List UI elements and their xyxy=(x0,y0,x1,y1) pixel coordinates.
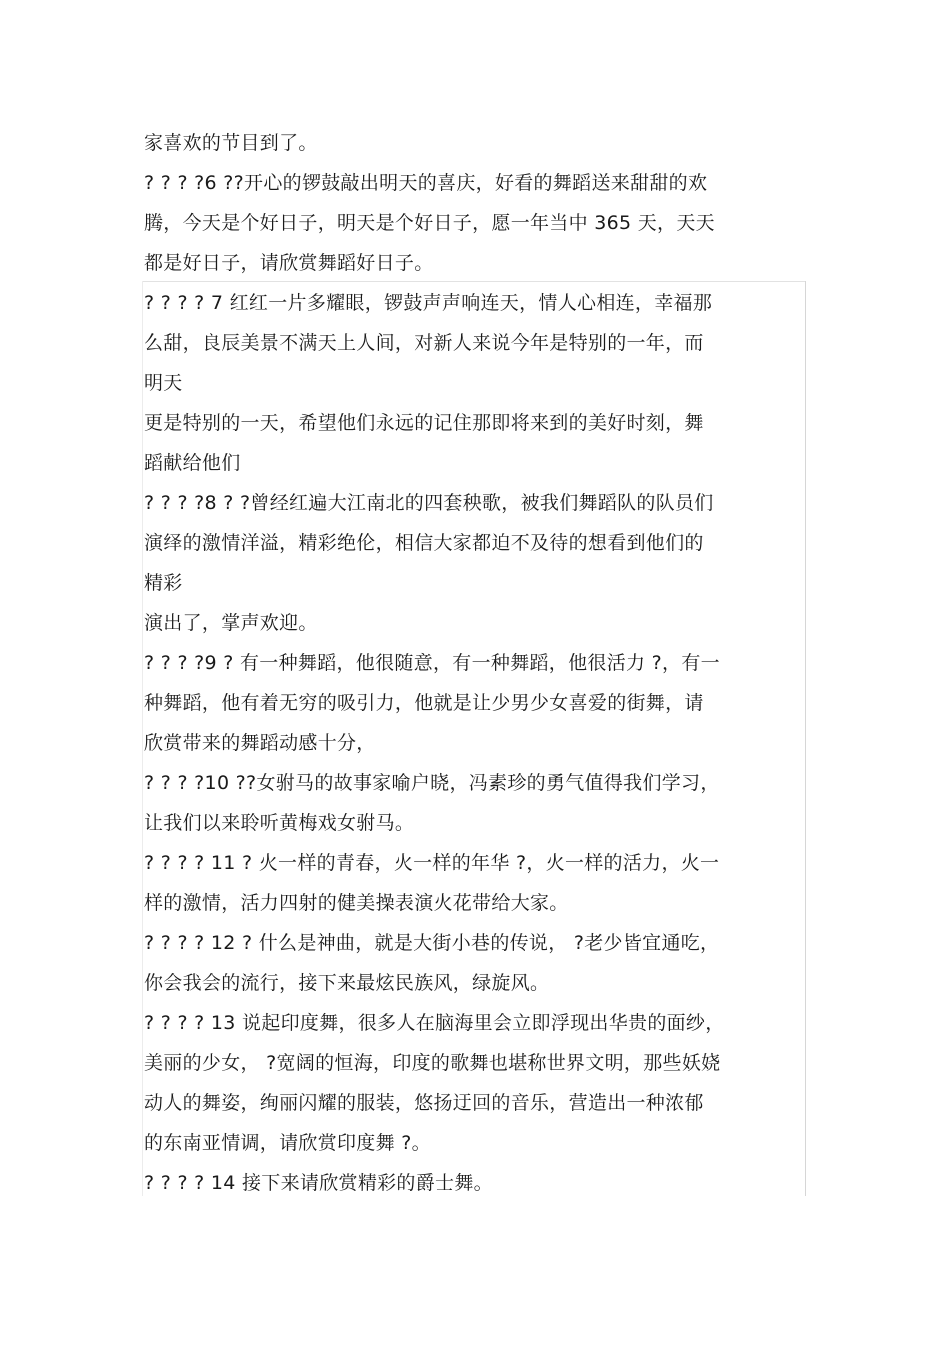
text-line: 都是好日子，请欣赏舞蹈好日子。 xyxy=(144,252,434,274)
frame-top-border xyxy=(143,281,806,282)
text-line: 腾，今天是个好日子，明天是个好日子，愿一年当中 365 天，天天 xyxy=(144,212,715,234)
text-line: ? ? ? ? 14 接下来请欣赏精彩的爵士舞。 xyxy=(144,1172,493,1194)
text-line: ? ? ? ? 11 ? 火一样的青春，火一样的年华 ?，火一样的活力，火一 xyxy=(144,852,720,874)
text-line: 么甜，良辰美景不满天上人间，对新人来说今年是特别的一年，而 xyxy=(144,332,704,354)
text-line: ? ? ? ?10 ??女驸马的故事家喻户晓，冯素珍的勇气值得我们学习， xyxy=(144,772,720,794)
text-line: ? ? ? ?6 ??开心的锣鼓敲出明天的喜庆，好看的舞蹈送来甜甜的欢 xyxy=(144,172,708,194)
text-line: 样的激情，活力四射的健美操表演火花带给大家。 xyxy=(144,892,569,914)
text-line: 你会我会的流行，接下来最炫民族风，绿旋风。 xyxy=(144,972,550,994)
text-line: 的东南亚情调，请欣赏印度舞 ?。 xyxy=(144,1132,431,1154)
frame-left-border xyxy=(142,281,143,1196)
frame-right-border xyxy=(805,281,806,1196)
text-line: ? ? ? ?8 ? ?曾经红遍大江南北的四套秧歌，被我们舞蹈队的队员们 xyxy=(144,492,714,514)
text-line: ? ? ? ? 13 说起印度舞，很多人在脑海里会立即浮现出华贵的面纱， xyxy=(144,1012,725,1034)
text-line: 让我们以来聆听黄梅戏女驸马。 xyxy=(144,812,415,834)
text-line: ? ? ? ? 12 ? 什么是神曲，就是大街小巷的传说， ?老少皆宜通吃， xyxy=(144,932,720,954)
text-line: 家喜欢的节目到了。 xyxy=(144,132,318,154)
text-line: 明天 xyxy=(144,372,183,394)
text-line: 美丽的少女， ?宽阔的恒海，印度的歌舞也堪称世界文明，那些妖娆 xyxy=(144,1052,721,1074)
text-line: 动人的舞姿，绚丽闪耀的服装，悠扬迂回的音乐，营造出一种浓郁 xyxy=(144,1092,704,1114)
text-line: 精彩 xyxy=(144,572,183,594)
text-line: 演绎的激情洋溢，精彩绝伦，相信大家都迫不及待的想看到他们的 xyxy=(144,532,704,554)
text-line: 欣赏带来的舞蹈动感十分， xyxy=(144,732,376,754)
text-line: 更是特别的一天，希望他们永远的记住那即将来到的美好时刻，舞 xyxy=(144,412,704,434)
text-line: ? ? ? ? 7 红红一片多耀眼，锣鼓声声响连天，情人心相连，幸福那 xyxy=(144,292,713,314)
text-line: 演出了，掌声欢迎。 xyxy=(144,612,318,634)
text-line: ? ? ? ?9 ? 有一种舞蹈，他很随意，有一种舞蹈，他很活力 ?，有一 xyxy=(144,652,720,674)
text-line: 蹈献给他们 xyxy=(144,452,241,474)
text-line: 种舞蹈，他有着无穷的吸引力，他就是让少男少女喜爱的街舞，请 xyxy=(144,692,704,714)
